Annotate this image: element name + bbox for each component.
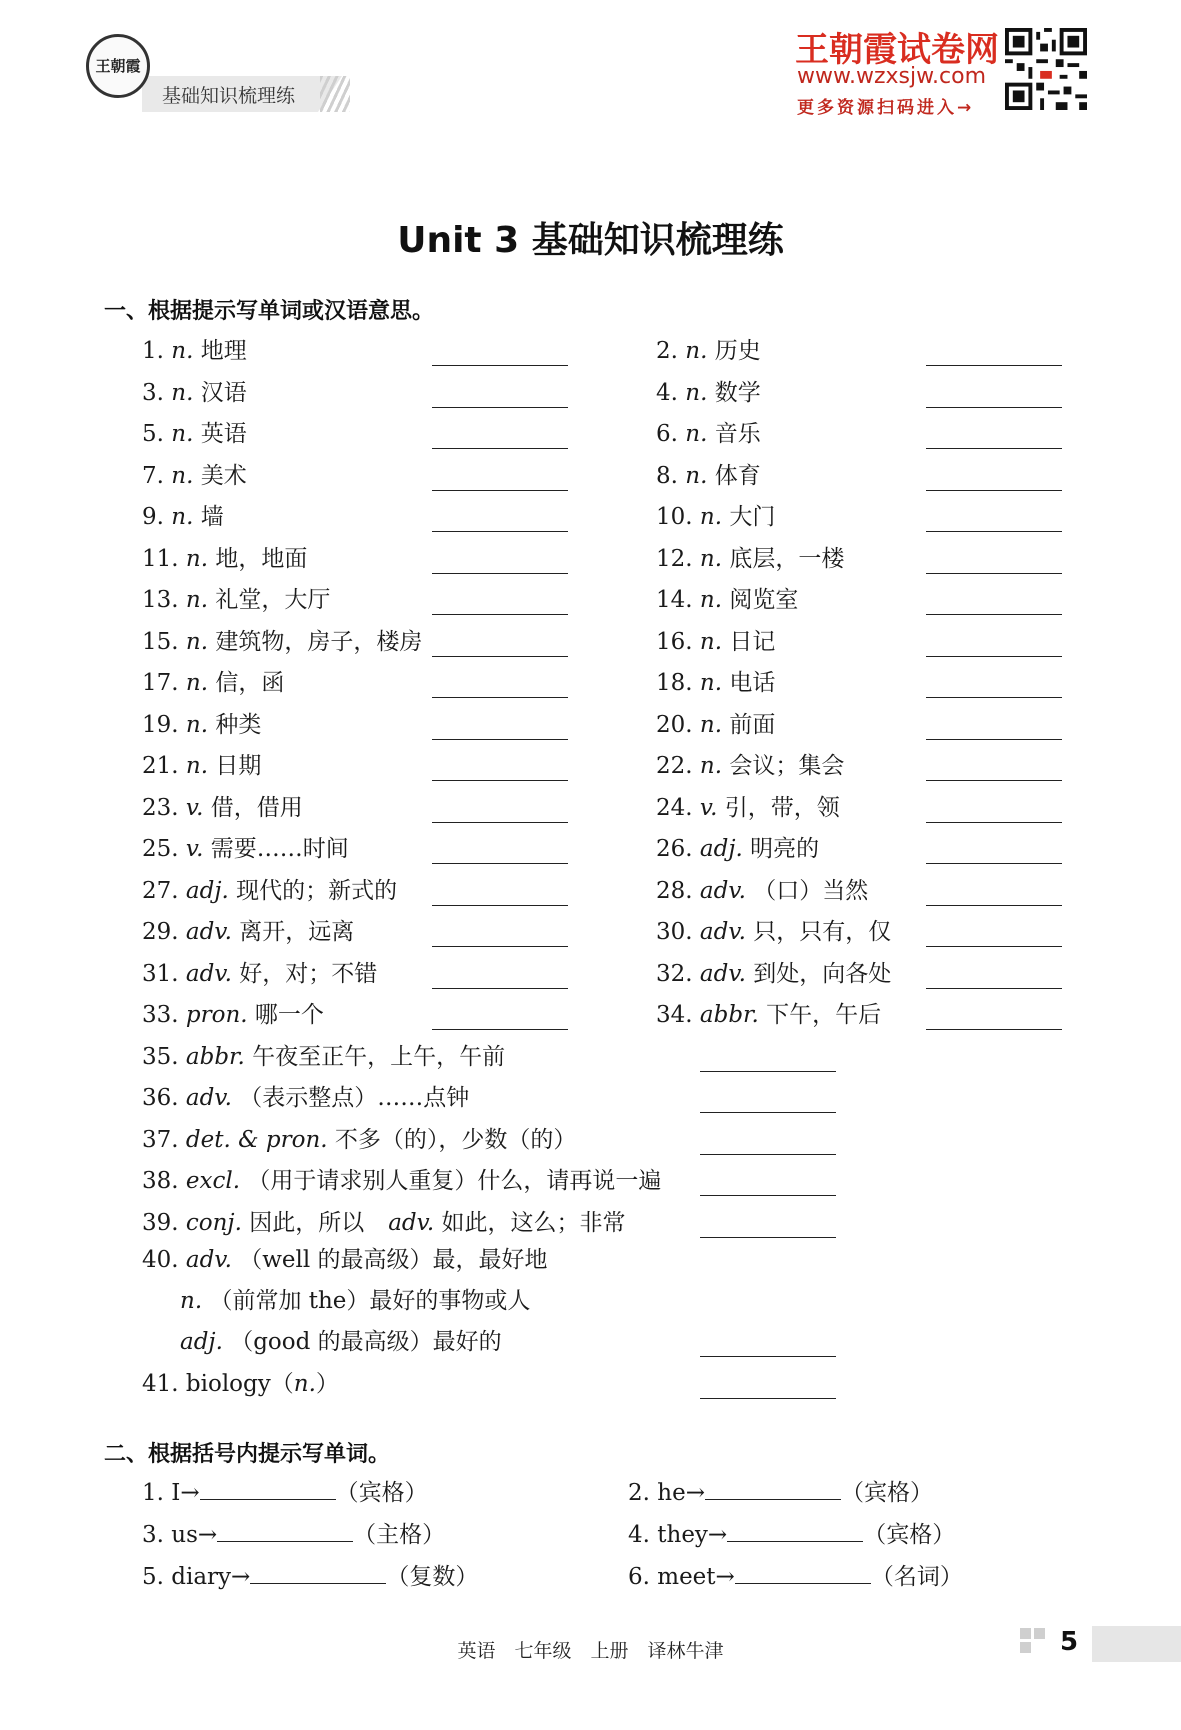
item-number: 6. [628,1564,650,1590]
item-number: 17. [142,670,179,696]
answer-blank-40[interactable] [700,1356,836,1357]
item-number: 1. [142,338,164,364]
item-text: 好，对；不错 [239,961,378,987]
answer-blank[interactable] [926,407,1062,408]
list-item [142,917,354,947]
list-item [656,461,761,491]
item-number: 38. [142,1168,179,1194]
badge-text: 王朝霞 [95,57,141,75]
item-text: 墙 [200,504,224,530]
item-text: （well 的最高级）最，最好地 [239,1247,548,1273]
answer-blank[interactable] [432,656,568,657]
list-item [142,585,330,615]
fill-item [142,1561,478,1592]
item-word: they→ [657,1522,728,1548]
fill-item [142,1519,445,1550]
item-pos: adv. [185,919,232,945]
item-number: 27. [142,878,179,904]
qr-code-icon[interactable] [1005,28,1087,110]
item-text: 美术 [200,463,247,489]
brand-more-text: 更多资源扫码进入→ [797,98,975,118]
answer-blank[interactable] [432,905,568,906]
item-pos: n. [185,670,209,696]
item-pos: n. [293,1371,316,1397]
answer-blank[interactable] [432,407,568,408]
list-item [142,461,247,491]
item-pos: n. [171,463,194,489]
item-number: 10. [656,504,693,530]
item-word: us→ [171,1522,218,1548]
list-item [142,378,247,408]
item-number: 3. [142,1522,164,1548]
item-number: 5. [142,421,164,447]
item-text: 午夜至正午，上午，午前 [252,1044,506,1070]
list-item [656,751,844,781]
header-tab-label: 基础知识梳理练 [162,85,296,107]
item-word: diary→ [171,1564,251,1590]
answer-blank[interactable] [432,946,568,947]
item-pos: adv. [185,961,232,987]
item-number: 20. [656,712,693,738]
item-text: 需要……时间 [210,836,349,862]
item-text: 建筑物，房子，楼房 [215,629,423,655]
answer-blank[interactable] [432,863,568,864]
list-item [656,834,819,864]
list-item [142,1042,505,1072]
item-number: 37. [142,1127,179,1153]
item-text: 离开，远离 [239,919,355,945]
item-number: 14. [656,587,693,613]
answer-blank[interactable] [432,822,568,823]
answer-blank[interactable] [432,448,568,449]
item-number: 1. [142,1480,164,1506]
fill-item [628,1519,955,1550]
item-text: 会议；集会 [729,753,845,779]
list-item [142,502,224,532]
list-item [656,544,844,574]
footer-text: 英语 七年级 上册 译林牛津 [457,1640,724,1662]
item-pos: abbr. [699,1002,759,1028]
list-item [142,544,307,574]
item-pos: adv. [185,1247,232,1273]
item-number: 2. [656,338,678,364]
answer-blank[interactable] [926,531,1062,532]
item-number: 3. [142,380,164,406]
item-hint: （主格） [353,1522,446,1548]
item-number: 29. [142,919,179,945]
item-number: 32. [656,961,693,987]
item-text: 音乐 [714,421,761,447]
item-text: 到处，向各处 [753,961,892,987]
answer-blank[interactable] [432,573,568,574]
item-text: 历史 [714,338,761,364]
item-pos: n. [185,587,209,613]
item-number: 33. [142,1002,179,1028]
list-item [656,668,775,698]
item-pos: n. [185,629,209,655]
item-pos: n. [699,587,723,613]
item-number: 34. [656,1002,693,1028]
answer-blank[interactable] [926,946,1062,947]
item-number: 35. [142,1044,179,1070]
answer-blank[interactable] [700,1195,836,1196]
item-pos: n. [699,629,723,655]
item-number: 39. [142,1210,179,1236]
item-text: （用于请求别人重复）什么，请再说一遍 [247,1168,662,1194]
item-number: 7. [142,463,164,489]
list-item [656,502,775,532]
list-item [142,1208,626,1238]
item-pos: n. [171,380,194,406]
list-item-40 [142,1245,548,1275]
item-pos: n. [699,670,723,696]
item-text: 只，只有，仅 [753,919,892,945]
item-pos: pron. [185,1002,248,1028]
item-number: 5. [142,1564,164,1590]
list-item [656,876,868,906]
item-text: （前常加 the）最好的事物或人 [209,1288,531,1314]
footer-decoration [1020,1628,1031,1639]
item-hint: （宾格） [840,1480,933,1506]
item-text: 数学 [714,380,761,406]
item-text: 前面 [729,712,776,738]
list-item [142,1083,469,1113]
item-text: （口）当然 [753,878,869,904]
item-text: 下午，午后 [766,1002,882,1028]
answer-blank[interactable] [727,1519,863,1542]
list-item-40-line-3 [180,1327,502,1357]
list-item [142,876,397,906]
list-item [142,336,247,366]
list-item [142,627,422,657]
footer-bar [1092,1626,1181,1662]
answer-blank[interactable] [700,1071,836,1072]
item-text: 种类 [215,712,262,738]
item-text: 电话 [729,670,776,696]
answer-blank[interactable] [432,365,568,366]
answer-blank[interactable] [926,822,1062,823]
item-number: 23. [142,795,179,821]
item-number: 13. [142,587,179,613]
answer-blank[interactable] [926,490,1062,491]
answer-blank[interactable] [700,1112,836,1113]
item-text: 地理 [200,338,247,364]
answer-blank[interactable] [432,739,568,740]
item-text: 大门 [729,504,776,530]
item-pos: n. [699,712,723,738]
item-text: 引，带，领 [724,795,840,821]
answer-blank[interactable] [926,780,1062,781]
list-item [142,710,261,740]
list-item [142,668,284,698]
list-item-41 [142,1369,339,1399]
item-pos: n. [699,753,723,779]
answer-blank[interactable] [432,1029,568,1030]
item-number: 15. [142,629,179,655]
item-number: 9. [142,504,164,530]
brand-url[interactable]: www.wzxsjw.com [797,64,987,89]
fill-item [142,1477,428,1508]
answer-blank[interactable] [432,531,568,532]
item-pos: n. [685,463,708,489]
item-text: 因此，所以 [249,1210,365,1236]
brand-title: 王朝霞试卷网 [795,30,999,70]
item-pos: adv. [185,1085,232,1111]
item-pos: det. & pron. [185,1127,328,1153]
answer-blank[interactable] [926,1029,1062,1030]
header-decoration [320,76,350,112]
answer-blank[interactable] [926,573,1062,574]
footer-decoration [1020,1642,1031,1653]
item-word: meet→ [657,1564,735,1590]
item-number: 12. [656,546,693,572]
item-number: 4. [656,380,678,406]
item-text: 明亮的 [750,836,820,862]
item-pos: v. [699,795,718,821]
answer-blank[interactable] [705,1477,841,1500]
answer-blank[interactable] [432,780,568,781]
item-pos: adv. [699,878,746,904]
item-number: 11. [142,546,179,572]
item-number: 21. [142,753,179,779]
answer-blank[interactable] [926,365,1062,366]
answer-blank[interactable] [250,1561,386,1584]
item-pos: adj. [699,836,743,862]
item-number: 41. [142,1371,179,1397]
item-pos: adv. [699,961,746,987]
item-hint: （宾格） [863,1522,956,1548]
answer-blank[interactable] [926,448,1062,449]
item-text: 如此，这么；非常 [441,1210,626,1236]
item-pos: n. [171,504,194,530]
item-text: 英语 [200,421,247,447]
item-text: 阅览室 [729,587,799,613]
item-text: （good 的最高级）最好的 [230,1329,502,1355]
item-text: 现代的；新式的 [236,878,398,904]
list-item [656,710,775,740]
item-text: 汉语 [200,380,247,406]
list-item [142,751,261,781]
item-pos: adj. [180,1329,223,1355]
list-item [656,336,761,366]
item-text: 借，借用 [210,795,303,821]
section-1-heading: 一、根据提示写单词或汉语意思。 [104,299,435,324]
item-text: biology（ [185,1371,294,1397]
list-item [656,793,840,823]
item-number: 40. [142,1247,179,1273]
list-item [142,834,349,864]
answer-blank[interactable] [217,1519,353,1542]
answer-blank[interactable] [432,988,568,989]
answer-blank[interactable] [432,614,568,615]
item-text: 哪一个 [254,1002,324,1028]
answer-blank[interactable] [926,614,1062,615]
item-number: 2. [628,1480,650,1506]
list-item-40-line-2 [180,1286,530,1316]
item-hint: （复数） [386,1564,479,1590]
item-pos: v. [185,795,204,821]
item-text: 地，地面 [215,546,308,572]
answer-blank[interactable] [735,1561,871,1584]
item-number: 16. [656,629,693,655]
item-pos: n. [171,338,194,364]
list-item [656,378,761,408]
answer-blank[interactable] [926,905,1062,906]
item-hint: （名词） [870,1564,963,1590]
item-text: 体育 [714,463,761,489]
item-pos: conj. [185,1210,242,1236]
item-number: 30. [656,919,693,945]
list-item [142,1125,576,1155]
item-pos: adj. [185,878,229,904]
item-close: ） [315,1371,339,1397]
item-number: 26. [656,836,693,862]
answer-blank-41[interactable] [700,1398,836,1399]
list-item [142,959,377,989]
item-pos: n. [699,546,723,572]
item-number: 6. [656,421,678,447]
list-item [656,627,775,657]
item-number: 31. [142,961,179,987]
item-text: 底层，一楼 [729,546,845,572]
answer-blank[interactable] [200,1477,336,1500]
item-word: he→ [657,1480,705,1506]
item-pos: n. [685,338,708,364]
item-text: 礼堂，大厅 [215,587,331,613]
item-pos: n. [185,546,209,572]
item-text: 信，函 [215,670,285,696]
list-item [142,793,303,823]
list-item [656,419,761,449]
item-pos: n. [185,753,209,779]
item-pos: n. [185,712,209,738]
item-pos: n. [685,421,708,447]
item-number: 28. [656,878,693,904]
item-pos: v. [185,836,204,862]
item-pos: n. [699,504,723,530]
brand-badge-logo [86,34,150,98]
item-number: 36. [142,1085,179,1111]
item-number: 4. [628,1522,650,1548]
list-item [142,419,247,449]
item-pos: n. [180,1288,203,1314]
footer-decoration [1034,1628,1045,1639]
item-number: 18. [656,670,693,696]
list-item [656,959,891,989]
item-number: 25. [142,836,179,862]
section-2-heading: 二、根据括号内提示写单词。 [104,1442,391,1467]
item-pos: n. [171,421,194,447]
list-item [142,1166,661,1196]
item-text: 日记 [729,629,776,655]
item-pos: abbr. [185,1044,245,1070]
item-text: 日期 [215,753,262,779]
list-item [142,1000,324,1030]
answer-blank[interactable] [432,490,568,491]
item-number: 19. [142,712,179,738]
answer-blank[interactable] [432,697,568,698]
item-number: 8. [656,463,678,489]
item-pos: excl. [185,1168,241,1194]
list-item [656,1000,881,1030]
answer-blank[interactable] [926,739,1062,740]
answer-blank[interactable] [700,1154,836,1155]
item-text: 不多（的），少数（的） [334,1127,577,1153]
page-number: 5 [1060,1627,1079,1657]
answer-blank[interactable] [926,697,1062,698]
answer-blank[interactable] [926,656,1062,657]
item-word: I→ [171,1480,200,1506]
page-title: Unit 3 基础知识梳理练 [397,220,784,261]
item-pos: adv. [388,1210,435,1236]
item-pos: n. [685,380,708,406]
answer-blank[interactable] [926,988,1062,989]
fill-item [628,1477,933,1508]
item-pos: adv. [699,919,746,945]
item-number: 24. [656,795,693,821]
item-number: 22. [656,753,693,779]
fill-item [628,1561,963,1592]
list-item [656,585,798,615]
answer-blank[interactable] [700,1237,836,1238]
item-text: （表示整点）……点钟 [239,1085,470,1111]
answer-blank[interactable] [926,863,1062,864]
item-hint: （宾格） [335,1480,428,1506]
list-item [656,917,891,947]
